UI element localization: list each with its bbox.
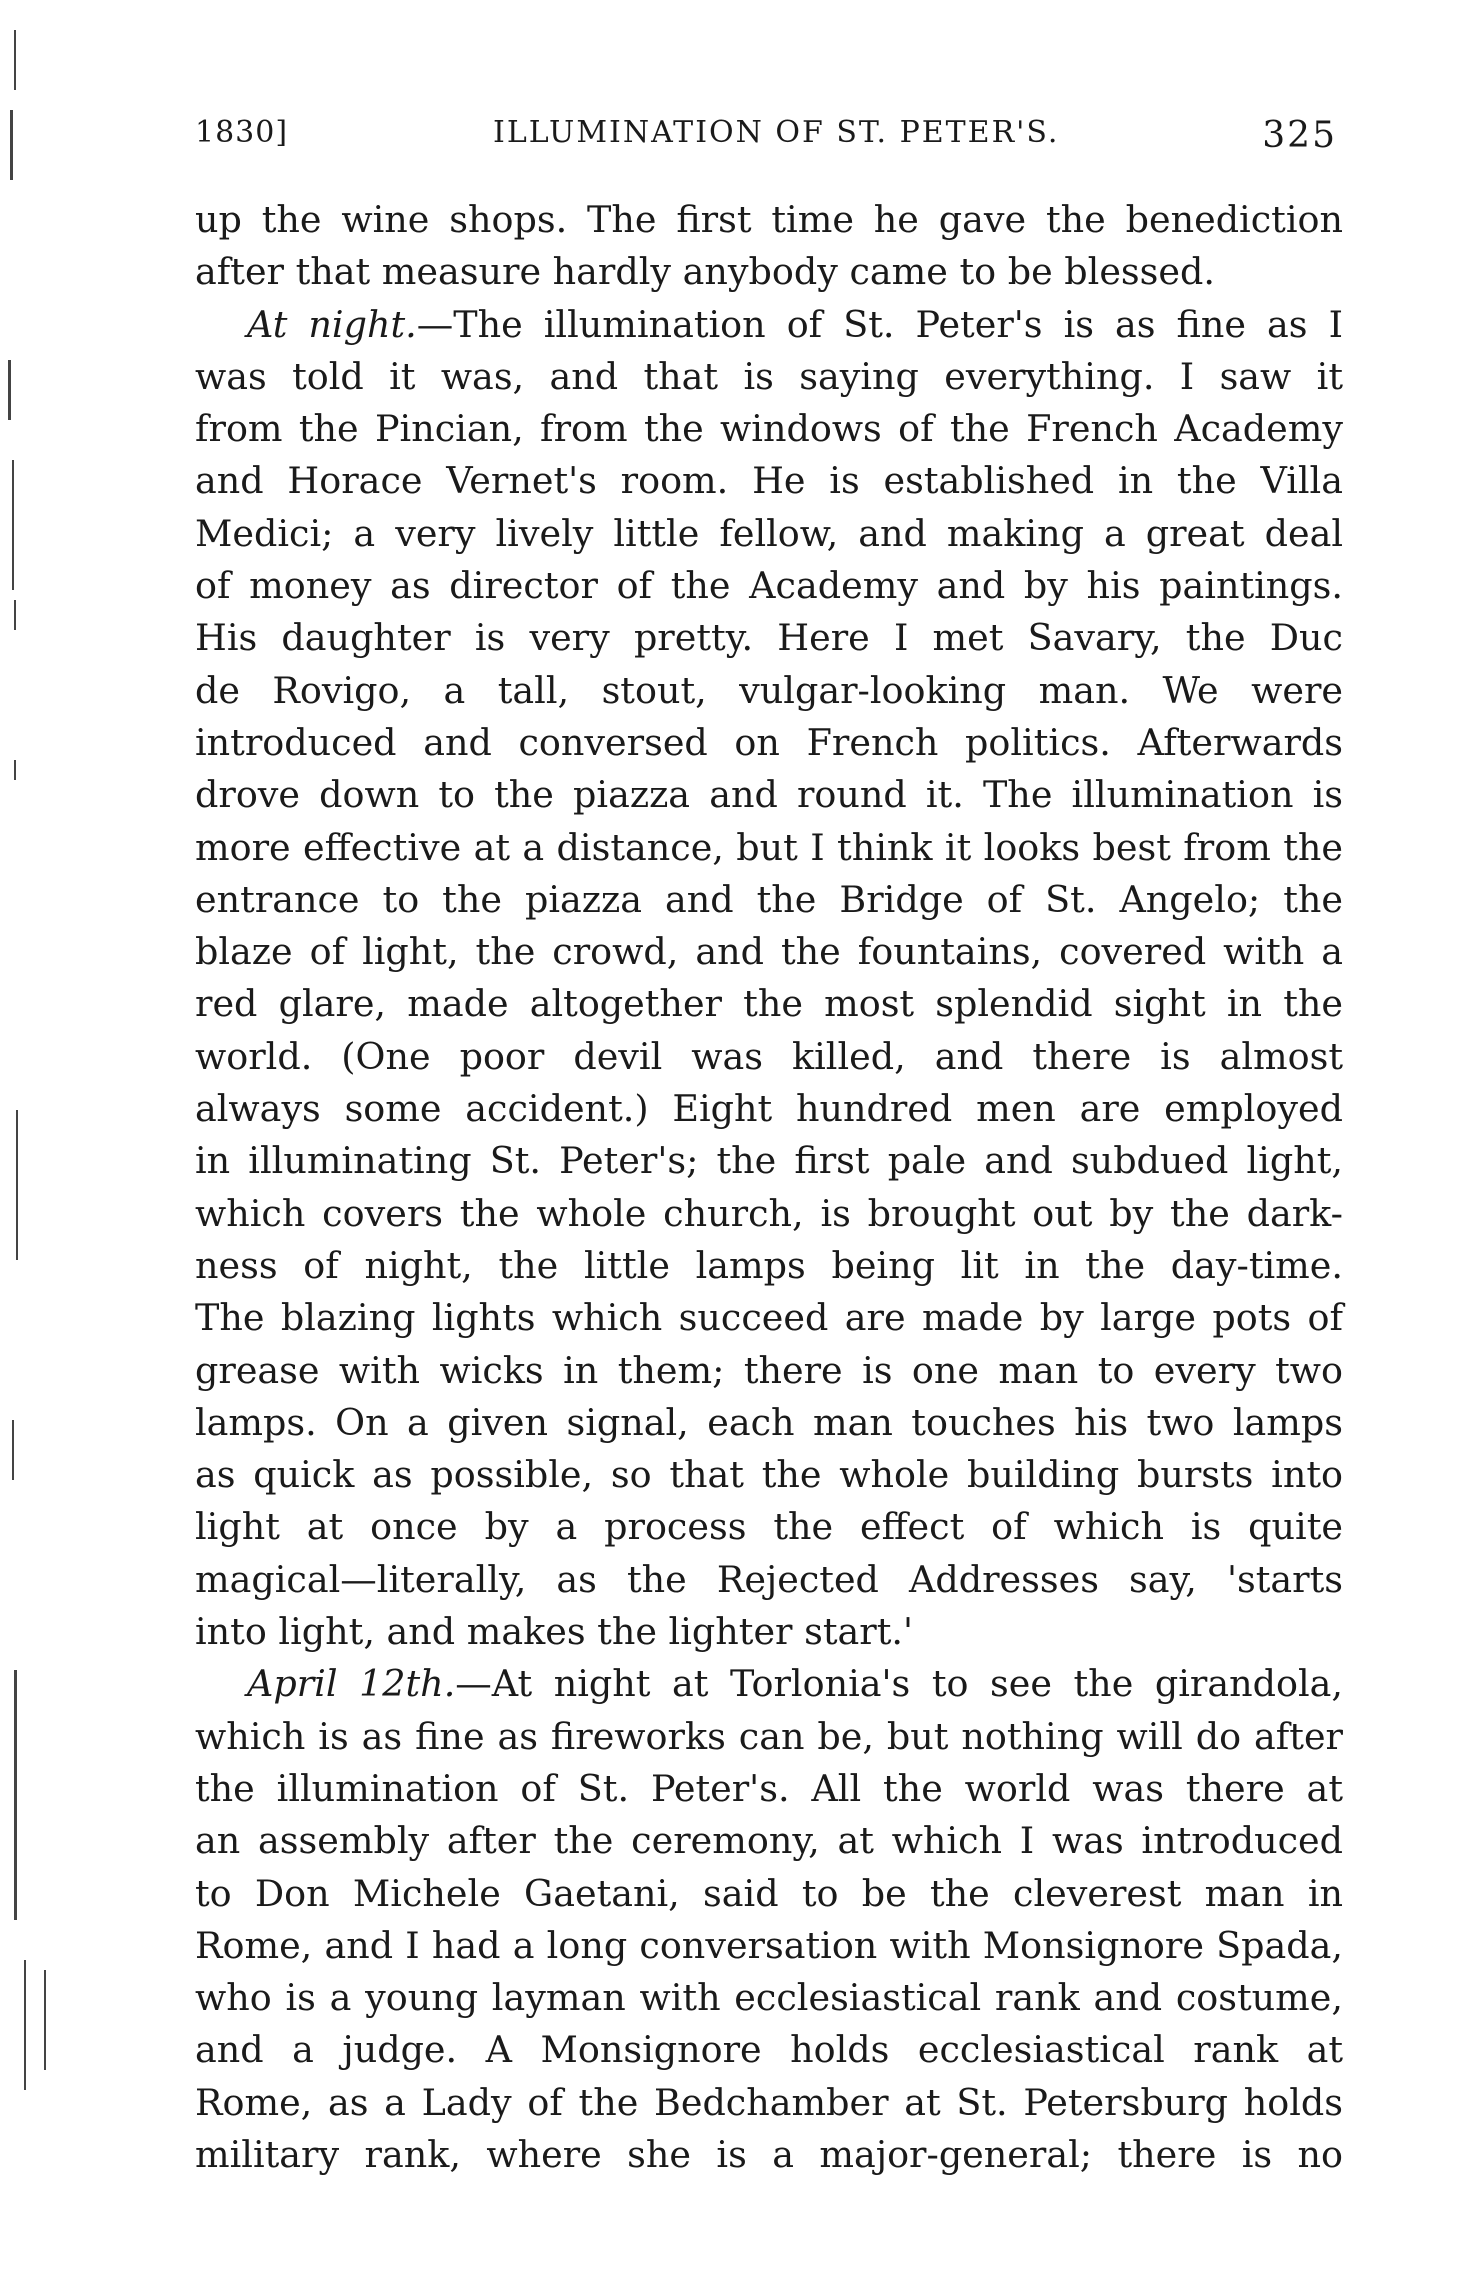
header-date: 1830] bbox=[195, 115, 289, 150]
text-line bbox=[195, 1397, 1343, 1449]
line-text: which is as fine as fireworks can be, but nothing will do after bbox=[195, 1714, 1343, 1758]
text-line bbox=[195, 246, 1343, 298]
line-text: entrance to the piazza and the Bridge of St. Angelo; the bbox=[195, 877, 1343, 921]
text-line bbox=[195, 874, 1343, 926]
line-text: from the Pincian, from the windows of the French Academy bbox=[195, 407, 1343, 451]
line-text: Medici; a very lively little fellow, and making a great deal bbox=[195, 511, 1343, 555]
text-line bbox=[195, 2129, 1343, 2181]
text-line bbox=[195, 1345, 1343, 1397]
scan-gutter-mark bbox=[12, 1420, 14, 1480]
text-line bbox=[195, 926, 1343, 978]
text-line bbox=[195, 1188, 1343, 1240]
scan-gutter-mark bbox=[8, 360, 11, 420]
scan-gutter-mark bbox=[24, 1960, 26, 2090]
line-text: was told it was, and that is saying everything. I saw it bbox=[195, 354, 1343, 398]
line-text: red glare, made altogether the most splendid sight in the bbox=[195, 982, 1343, 1026]
line-text: drove down to the piazza and round it. The illumination is bbox=[195, 773, 1343, 817]
text-line bbox=[195, 351, 1343, 403]
body-text bbox=[195, 194, 1343, 2181]
text-line bbox=[195, 1135, 1343, 1187]
line-text: de Rovigo, a tall, stout, vulgar-looking man. We were bbox=[195, 668, 1343, 712]
line-text: military rank, where she is a major-general; there is no bbox=[195, 2132, 1343, 2176]
text-line bbox=[195, 508, 1343, 560]
line-text: the illumination of St. Peter's. All the world was there at bbox=[195, 1766, 1343, 1810]
line-text: always some accident.) Eight hundred men are employed bbox=[195, 1087, 1343, 1131]
text-line bbox=[195, 1920, 1343, 1972]
text-line bbox=[195, 1606, 1343, 1658]
text-line bbox=[195, 1292, 1343, 1344]
text-line bbox=[195, 560, 1343, 612]
line-text: lamps. On a given signal, each man touches his two lamps bbox=[195, 1400, 1343, 1444]
scan-gutter-mark bbox=[16, 1110, 18, 1260]
line-text: of money as director of the Academy and by his paintings. bbox=[195, 564, 1343, 608]
text-line bbox=[195, 1449, 1343, 1501]
line-text: into light, and makes the lighter start.' bbox=[195, 1610, 914, 1654]
line-text: an assembly after the ceremony, at which I was introduced bbox=[195, 1819, 1343, 1863]
scan-gutter-mark bbox=[44, 1970, 46, 2070]
line-text: blaze of light, the crowd, and the fountains, covered with a bbox=[195, 930, 1343, 974]
scan-gutter-mark bbox=[10, 110, 13, 180]
line-text: ness of night, the little lamps being lit in the day-time. bbox=[195, 1243, 1343, 1287]
text-line bbox=[195, 822, 1343, 874]
line-text: Rome, and I had a long conversation with Monsignore Spada, bbox=[195, 1923, 1343, 1967]
text-line bbox=[195, 978, 1343, 1030]
text-line bbox=[195, 612, 1343, 664]
text-line bbox=[195, 1658, 1343, 1710]
line-text: world. (One poor devil was killed, and there is almost bbox=[195, 1034, 1343, 1078]
text-line bbox=[195, 194, 1343, 246]
text-line bbox=[195, 1083, 1343, 1135]
line-text: The blazing lights which succeed are made by large pots of bbox=[195, 1296, 1343, 1340]
text-line bbox=[195, 455, 1343, 507]
text-line bbox=[195, 1868, 1343, 1920]
scan-gutter-mark bbox=[12, 460, 14, 590]
text-line bbox=[195, 1815, 1343, 1867]
line-text: more effective at a distance, but I think it looks best from the bbox=[195, 825, 1343, 869]
scan-gutter-mark bbox=[14, 30, 16, 90]
line-text: as quick as possible, so that the whole building bursts into bbox=[195, 1453, 1343, 1497]
line-text: introduced and conversed on French politics. Afterwards bbox=[195, 720, 1343, 764]
text-line bbox=[195, 1763, 1343, 1815]
text-line bbox=[195, 1972, 1343, 2024]
text-line bbox=[195, 1554, 1343, 1606]
running-head bbox=[195, 115, 1343, 159]
text-line bbox=[195, 1031, 1343, 1083]
italic-lead: April 12th. bbox=[247, 1662, 456, 1706]
line-text: light at once by a process the effect of which is quite bbox=[195, 1505, 1343, 1549]
line-text: after that measure hardly anybody came to be blessed. bbox=[195, 250, 1215, 294]
line-text: which covers the whole church, is brought out by the dark- bbox=[195, 1191, 1343, 1235]
line-text: to Don Michele Gaetani, said to be the cleverest man in bbox=[195, 1871, 1343, 1915]
line-text: up the wine shops. The first time he gave the benediction bbox=[195, 198, 1343, 241]
text-line bbox=[195, 717, 1343, 769]
line-text: —At night at Torlonia's to see the girandola, bbox=[455, 1662, 1343, 1706]
text-line bbox=[195, 769, 1343, 821]
scan-gutter-mark bbox=[14, 1670, 17, 1920]
text-line bbox=[195, 665, 1343, 717]
line-text: His daughter is very pretty. Here I met Savary, the Duc bbox=[195, 616, 1343, 660]
line-text: and a judge. A Monsignore holds ecclesiastical rank at bbox=[195, 2028, 1343, 2072]
text-line bbox=[195, 299, 1343, 351]
line-text: —The illumination of St. Peter's is as fine as I bbox=[416, 302, 1343, 346]
scan-gutter-mark bbox=[14, 600, 16, 630]
line-text: magical—literally, as the Rejected Addresses say, 'starts bbox=[195, 1557, 1343, 1601]
scan-gutter-mark bbox=[14, 760, 16, 780]
text-line bbox=[195, 1501, 1343, 1553]
text-line bbox=[195, 403, 1343, 455]
italic-lead: At night. bbox=[247, 302, 417, 346]
line-text: and Horace Vernet's room. He is established in the Villa bbox=[195, 459, 1343, 503]
line-text: in illuminating St. Peter's; the first pale and subdued light, bbox=[195, 1139, 1343, 1183]
header-title: ILLUMINATION OF ST. PETER'S. bbox=[493, 115, 1060, 150]
text-line bbox=[195, 2024, 1343, 2076]
text-line bbox=[195, 2077, 1343, 2129]
line-text: who is a young layman with ecclesiastical rank and costume, bbox=[195, 1976, 1343, 2020]
text-line bbox=[195, 1240, 1343, 1292]
line-text: grease with wicks in them; there is one man to every two bbox=[195, 1348, 1343, 1392]
line-text: Rome, as a Lady of the Bedchamber at St. Petersburg holds bbox=[195, 2080, 1343, 2124]
page-number: 325 bbox=[1262, 115, 1337, 156]
text-line bbox=[195, 1711, 1343, 1763]
